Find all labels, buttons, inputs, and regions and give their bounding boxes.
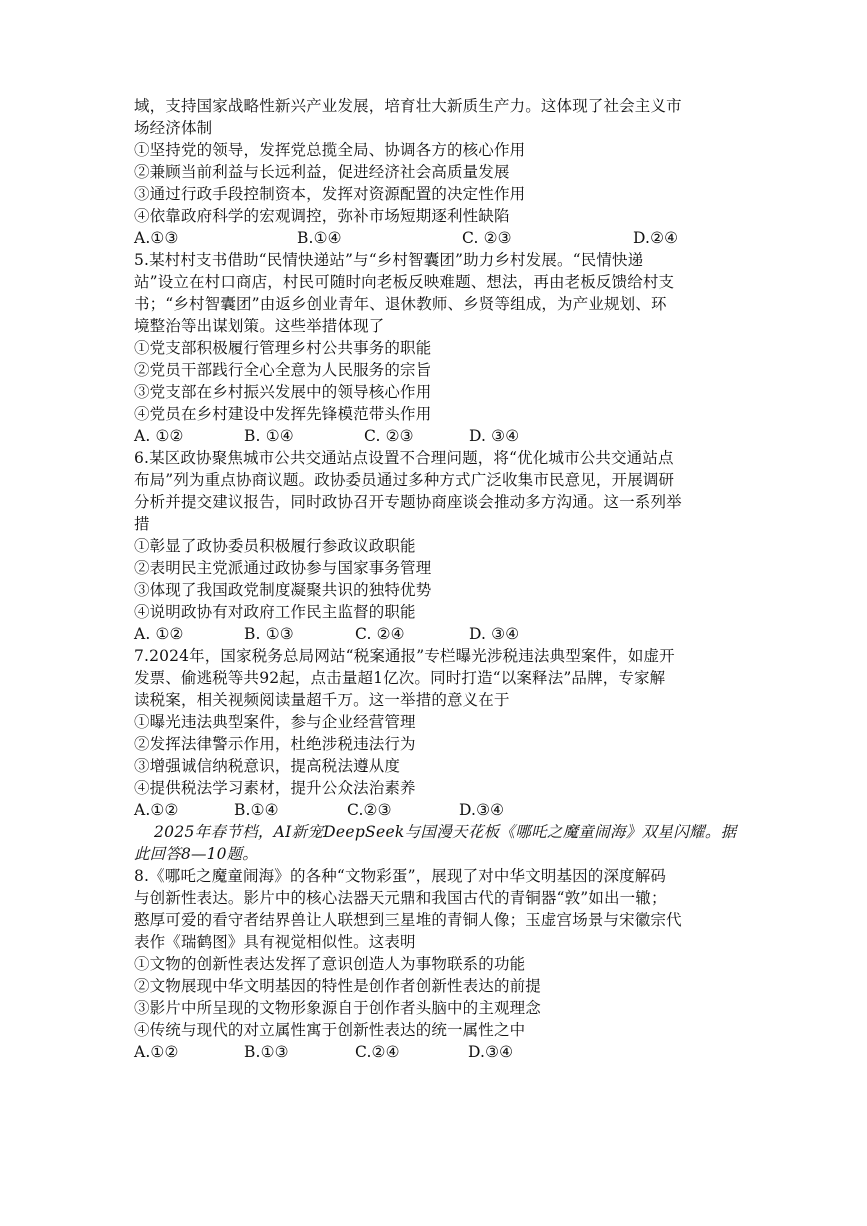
statement-2: ②表明民主党派通过政协参与国家事务管理 bbox=[134, 559, 432, 577]
option-b: B. ①③ bbox=[244, 625, 294, 643]
question-7 bbox=[134, 645, 734, 821]
option-a: A.①② bbox=[134, 801, 179, 819]
option-b: B.①③ bbox=[244, 1043, 289, 1061]
option-c: C.②④ bbox=[355, 1043, 400, 1061]
question-5 bbox=[134, 249, 734, 447]
answer-options bbox=[134, 1041, 734, 1063]
option-d: D.③④ bbox=[468, 1043, 514, 1061]
statement-2: ②文物展现中华文明基因的特性是创作者创新性表达的前提 bbox=[134, 977, 541, 995]
question-stem-line: 读税案，相关视频阅读量超千万。这一举措的意义在于 bbox=[134, 691, 510, 709]
statement-2: ②党员干部践行全心全意为人民服务的宗旨 bbox=[134, 361, 432, 379]
question-stem-line: 措 bbox=[134, 515, 150, 533]
question-stem-line: 布局”列为重点协商议题。政协委员通过多种方式广泛收集市民意见，开展调研 bbox=[134, 471, 675, 489]
question-stem-line: 5.某村村支书借助“民情快递站”与“乡村智囊团”助力乡村发展。“民情快递 bbox=[134, 251, 644, 269]
question-stem-line: 憨厚可爱的看守者结界兽让人联想到三星堆的青铜人像；玉虚宫场景与宋徽宗代 bbox=[134, 911, 682, 929]
question-stem-line: 发票、偷逃税等共92起，点击量超1亿次。同时打造“以案释法”品牌，专家解 bbox=[134, 669, 666, 687]
question-stem-line: 分析并提交建议报告，同时政协召开专题协商座谈会推动多方沟通。这一系列举 bbox=[134, 493, 682, 511]
option-b: B. ①④ bbox=[244, 427, 294, 445]
statement-4: ④说明政协有对政府工作民主监督的职能 bbox=[134, 603, 416, 621]
option-b: B.①④ bbox=[297, 229, 342, 247]
answer-options bbox=[134, 799, 734, 821]
question-4 bbox=[134, 95, 734, 249]
question-stem-line: 书；“乡村智囊团”由返乡创业青年、退休教师、乡贤等组成，为产业规划、环 bbox=[134, 295, 667, 313]
material-intro-line: 2025年春节档，AI新宠DeepSeek与国漫天花板《哪吒之魔童闹海》双星闪耀。据 bbox=[154, 823, 737, 841]
question-stem-line: 站”设立在村口商店，村民可随时向老板反映难题、想法，再由老板反馈给村支 bbox=[134, 273, 675, 291]
question-stem-line: 6.某区政协聚焦城市公共交通站点设置不合理问题，将“优化城市公共交通站点 bbox=[134, 449, 674, 467]
answer-options bbox=[134, 425, 734, 447]
question-stem-line: 表作《瑞鹤图》具有视觉相似性。这表明 bbox=[134, 933, 416, 951]
statement-3: ③党支部在乡村振兴发展中的领导核心作用 bbox=[134, 383, 432, 401]
option-d: D.③④ bbox=[459, 801, 505, 819]
statement-1: ①彰显了政协委员积极履行参政议政职能 bbox=[134, 537, 416, 555]
statement-3: ③增强诚信纳税意识，提高税法遵从度 bbox=[134, 757, 401, 775]
option-b: B.①④ bbox=[234, 801, 279, 819]
question-stem-line: 7.2024年，国家税务总局网站“税案通报”专栏曝光涉税违法典型案件，如虚开 bbox=[134, 647, 675, 665]
option-a: A.①② bbox=[134, 1043, 179, 1061]
material-intro bbox=[134, 821, 737, 865]
question-stem-line: 与创新性表达。影片中的核心法器天元鼎和我国古代的青铜器“敦”如出一辙； bbox=[134, 889, 667, 907]
option-a: A. ①② bbox=[134, 427, 184, 445]
question-stem-line: 境整治等出谋划策。这些举措体现了 bbox=[134, 317, 385, 335]
statement-4: ④提供税法学习素材，提升公众法治素养 bbox=[134, 779, 416, 797]
option-d: D. ③④ bbox=[469, 427, 520, 445]
statement-3: ③影片中所呈现的文物形象源自于创作者头脑中的主观理念 bbox=[134, 999, 541, 1017]
statement-2: ②兼顾当前利益与长远利益，促进经济社会高质量发展 bbox=[134, 163, 510, 181]
answer-options bbox=[134, 227, 734, 249]
statement-4: ④传统与现代的对立属性寓于创新性表达的统一属性之中 bbox=[134, 1021, 526, 1039]
question-8 bbox=[134, 865, 734, 1063]
option-c: C. ②③ bbox=[462, 229, 512, 247]
question-stem-line: 域，支持国家战略性新兴产业发展，培育壮大新质生产力。这体现了社会主义市 bbox=[134, 97, 682, 115]
option-c: C.②③ bbox=[347, 801, 392, 819]
question-6 bbox=[134, 447, 734, 645]
question-stem-line: 8.《哪吒之魔童闹海》的各种“文物彩蛋”，展现了对中华文明基因的深度解码 bbox=[134, 867, 667, 885]
option-d: D.②④ bbox=[633, 229, 679, 247]
statement-4: ④依靠政府科学的宏观调控，弥补市场短期逐利性缺陷 bbox=[134, 207, 510, 225]
option-d: D. ③④ bbox=[469, 625, 520, 643]
statement-1: ①党支部积极履行管理乡村公共事务的职能 bbox=[134, 339, 432, 357]
option-a: A. ①② bbox=[134, 625, 184, 643]
statement-1: ①文物的创新性表达发挥了意识创造人为事物联系的功能 bbox=[134, 955, 526, 973]
option-a: A.①③ bbox=[134, 229, 179, 247]
option-c: C. ②③ bbox=[364, 427, 414, 445]
statement-2: ②发挥法律警示作用，杜绝涉税违法行为 bbox=[134, 735, 416, 753]
statement-1: ①坚持党的领导，发挥党总揽全局、协调各方的核心作用 bbox=[134, 141, 526, 159]
statement-3: ③通过行政手段控制资本，发挥对资源配置的决定性作用 bbox=[134, 185, 526, 203]
material-intro-line: 此回答8—10题。 bbox=[134, 845, 258, 863]
question-stem-line: 场经济体制 bbox=[134, 119, 213, 137]
answer-options bbox=[134, 623, 734, 645]
statement-3: ③体现了我国政党制度凝聚共识的独特优势 bbox=[134, 581, 432, 599]
statement-1: ①曝光违法典型案件，参与企业经营管理 bbox=[134, 713, 416, 731]
option-c: C. ②④ bbox=[355, 625, 405, 643]
statement-4: ④党员在乡村建设中发挥先锋模范带头作用 bbox=[134, 405, 432, 423]
exam-page bbox=[134, 95, 737, 1063]
